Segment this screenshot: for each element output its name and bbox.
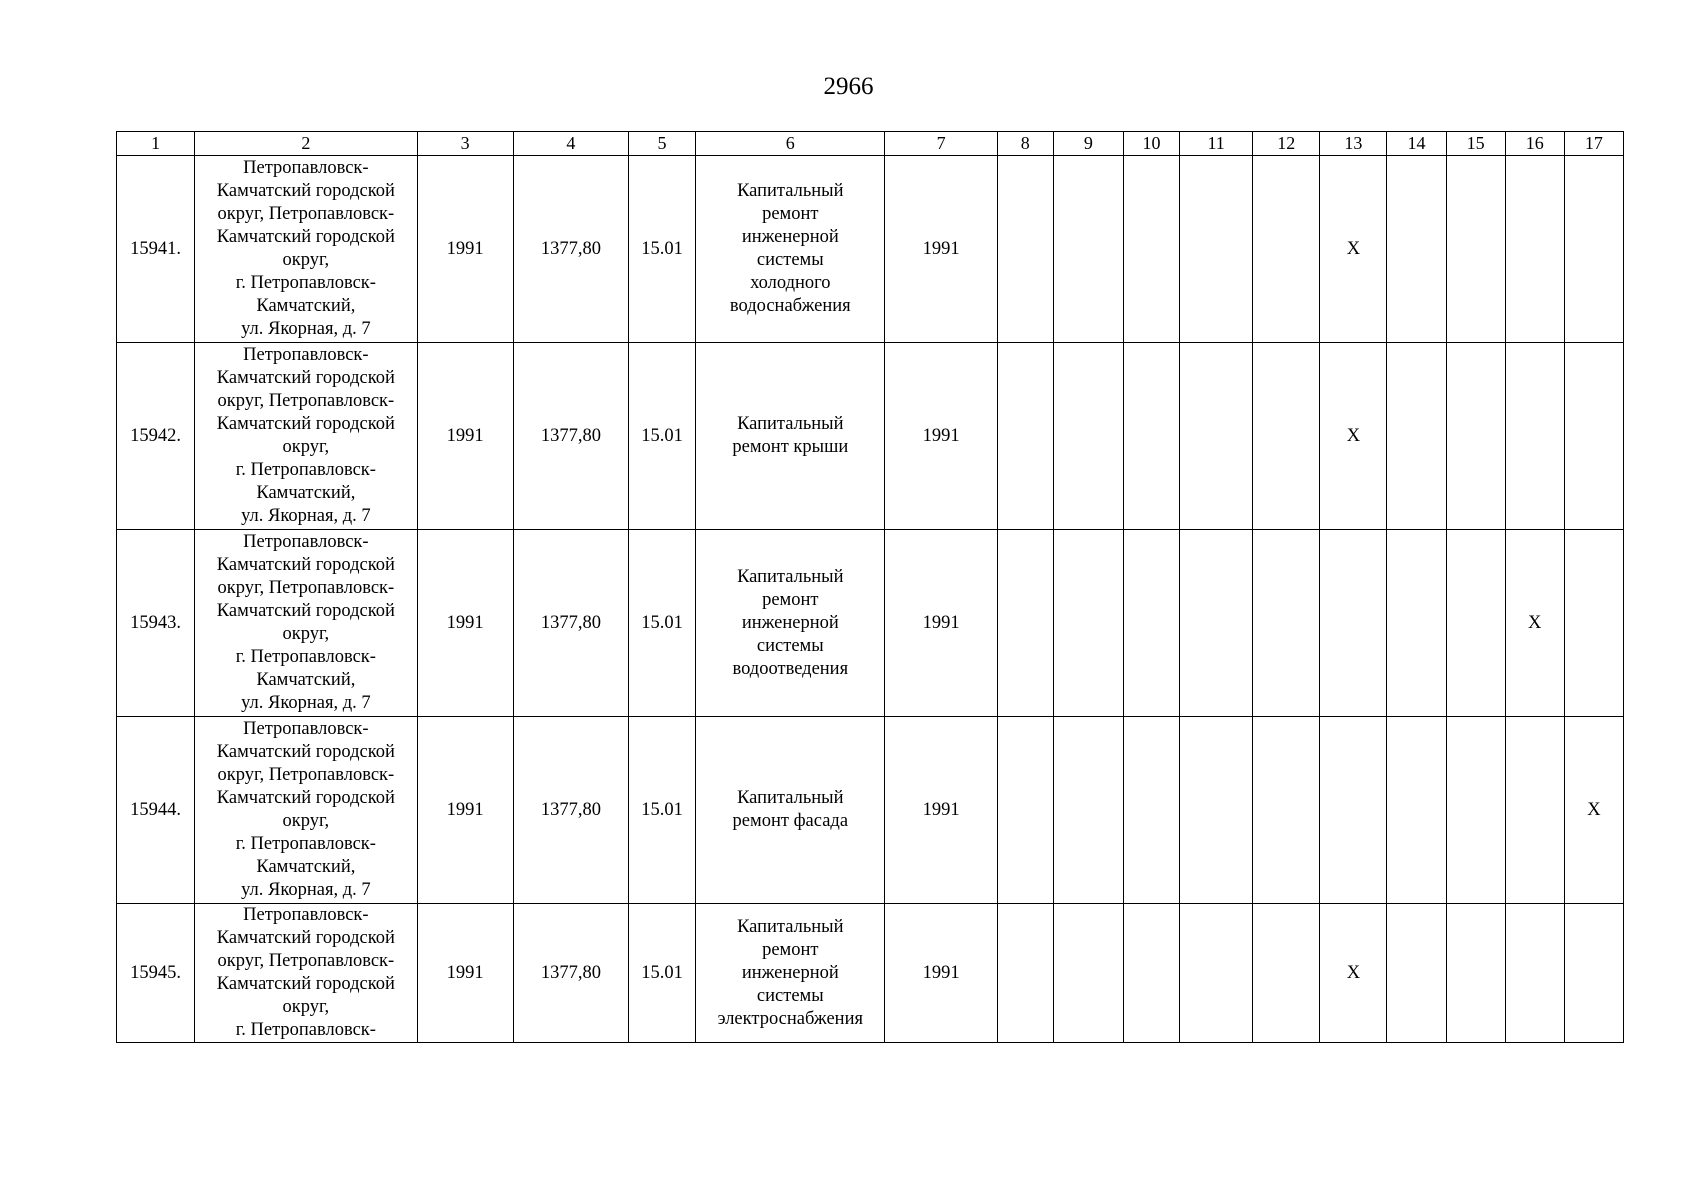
mark-cell-col-9 xyxy=(1053,156,1123,343)
mark-cell-col-17 xyxy=(1564,343,1623,530)
column-header: 5 xyxy=(628,132,695,156)
work-type-line: водоотведения xyxy=(732,658,849,679)
year-repair-cell: 1991 xyxy=(885,343,997,530)
mark-cell-col-13 xyxy=(1320,717,1387,904)
row-number-cell: 15942. xyxy=(117,343,195,530)
mark-cell-col-11 xyxy=(1180,156,1253,343)
address-line: г. Петропавловск- xyxy=(235,834,376,854)
mark-cell-col-14 xyxy=(1387,530,1446,717)
address-line: г. Петропавловск- xyxy=(235,647,376,667)
mark-cell-col-14 xyxy=(1387,904,1446,1043)
address-line: ул. Якорная, д. 7 xyxy=(241,319,371,339)
mark-cell-col-8 xyxy=(997,717,1053,904)
work-type-line: системы xyxy=(756,635,824,656)
mark-cell-col-15 xyxy=(1446,343,1505,530)
mark-cell-col-11 xyxy=(1180,717,1253,904)
mark-cell-col-16 xyxy=(1505,156,1564,343)
work-type-line: ремонт xyxy=(762,939,819,960)
address-cell xyxy=(195,530,417,717)
column-header: 3 xyxy=(417,132,513,156)
address-line: Камчатский, xyxy=(256,670,356,690)
mark-cell-col-9 xyxy=(1053,717,1123,904)
mark-cell-col-17: X xyxy=(1564,717,1623,904)
column-header: 16 xyxy=(1505,132,1564,156)
year-repair-cell: 1991 xyxy=(885,717,997,904)
address-line: Камчатский городской xyxy=(216,227,395,247)
mark-cell-col-9 xyxy=(1053,904,1123,1043)
table-row xyxy=(117,904,1624,1043)
address-line: округ, xyxy=(282,811,330,831)
address-cell xyxy=(195,156,417,343)
address-line: Камчатский городской xyxy=(216,368,395,388)
address-line: Петропавловск- xyxy=(243,905,369,925)
work-type-line: инженерной xyxy=(741,227,839,247)
work-type-cell xyxy=(696,343,885,530)
mark-cell-col-14 xyxy=(1387,156,1446,343)
row-number-cell: 15943. xyxy=(117,530,195,717)
work-type-cell xyxy=(696,530,885,717)
mark-cell-col-12 xyxy=(1253,343,1320,530)
mark-cell-col-15 xyxy=(1446,156,1505,343)
work-type-line: Капитальный xyxy=(737,414,844,434)
mark-cell-col-17 xyxy=(1564,904,1623,1043)
column-number-row xyxy=(117,132,1624,156)
mark-cell-col-10 xyxy=(1123,717,1179,904)
address-line: Камчатский городской xyxy=(216,788,395,808)
mark-cell-col-16: X xyxy=(1505,530,1564,717)
table-row xyxy=(117,530,1624,717)
mark-cell-col-16 xyxy=(1505,717,1564,904)
address-cell xyxy=(195,717,417,904)
address-line: Петропавловск- xyxy=(243,345,369,365)
mark-cell-col-10 xyxy=(1123,343,1179,530)
address-line: ул. Якорная, д. 7 xyxy=(241,880,371,900)
address-line: Камчатский городской xyxy=(216,742,395,762)
column-header: 8 xyxy=(997,132,1053,156)
mark-cell-col-8 xyxy=(997,156,1053,343)
address-line: Камчатский городской xyxy=(216,928,395,948)
address-line: Камчатский, xyxy=(256,483,356,503)
row-number-cell: 15945. xyxy=(117,904,195,1043)
work-type-cell xyxy=(696,904,885,1043)
address-line: г. Петропавловск- xyxy=(235,273,376,293)
mark-cell-col-15 xyxy=(1446,904,1505,1043)
area-cell: 1377,80 xyxy=(513,717,628,904)
work-type-line: инженерной xyxy=(741,962,839,983)
work-type-cell xyxy=(696,156,885,343)
area-cell: 1377,80 xyxy=(513,343,628,530)
code-cell: 15.01 xyxy=(628,717,695,904)
column-header: 4 xyxy=(513,132,628,156)
table-row xyxy=(117,717,1624,904)
code-cell: 15.01 xyxy=(628,156,695,343)
code-cell: 15.01 xyxy=(628,343,695,530)
year-built-cell: 1991 xyxy=(417,343,513,530)
year-built-cell: 1991 xyxy=(417,530,513,717)
code-cell: 15.01 xyxy=(628,904,695,1043)
work-type-line: Капитальный xyxy=(737,788,844,808)
address-line: округ, xyxy=(282,437,330,457)
table-row xyxy=(117,156,1624,343)
mark-cell-col-11 xyxy=(1180,343,1253,530)
address-cell xyxy=(195,343,417,530)
column-header: 11 xyxy=(1180,132,1253,156)
work-type-line: Капитальный xyxy=(737,916,844,937)
mark-cell-col-16 xyxy=(1505,904,1564,1043)
register-table xyxy=(116,131,1624,1043)
work-type-line: инженерной xyxy=(741,612,839,633)
area-cell: 1377,80 xyxy=(513,156,628,343)
column-header: 7 xyxy=(885,132,997,156)
work-type-line: системы xyxy=(756,985,824,1006)
address-line: Петропавловск- xyxy=(243,719,369,739)
column-header: 14 xyxy=(1387,132,1446,156)
work-type-line: системы xyxy=(756,250,824,270)
work-type-line: Капитальный xyxy=(737,181,844,201)
mark-cell-col-8 xyxy=(997,530,1053,717)
address-line: Камчатский городской xyxy=(216,414,395,434)
work-type-cell xyxy=(696,717,885,904)
address-line: Камчатский, xyxy=(256,296,356,316)
address-line: Петропавловск- xyxy=(243,158,369,178)
row-number-cell: 15944. xyxy=(117,717,195,904)
page-number: 2966 xyxy=(823,73,874,100)
column-header: 9 xyxy=(1053,132,1123,156)
area-cell: 1377,80 xyxy=(513,904,628,1043)
year-repair-cell: 1991 xyxy=(885,530,997,717)
table-row xyxy=(117,343,1624,530)
work-type-line: ремонт фасада xyxy=(732,811,849,831)
mark-cell-col-8 xyxy=(997,904,1053,1043)
year-repair-cell: 1991 xyxy=(885,904,997,1043)
address-line: Камчатский городской xyxy=(216,974,395,994)
mark-cell-col-10 xyxy=(1123,156,1179,343)
area-cell: 1377,80 xyxy=(513,530,628,717)
mark-cell-col-10 xyxy=(1123,904,1179,1043)
mark-cell-col-17 xyxy=(1564,156,1623,343)
mark-cell-col-9 xyxy=(1053,343,1123,530)
mark-cell-col-11 xyxy=(1180,904,1253,1043)
column-header: 1 xyxy=(117,132,195,156)
address-line: округ, xyxy=(282,997,330,1017)
address-line: округ, Петропавловск- xyxy=(217,951,395,971)
mark-cell-col-14 xyxy=(1387,343,1446,530)
address-line: Камчатский городской xyxy=(216,555,395,575)
column-header: 10 xyxy=(1123,132,1179,156)
column-header: 12 xyxy=(1253,132,1320,156)
address-line: Петропавловск- xyxy=(243,532,369,552)
mark-cell-col-13: X xyxy=(1320,904,1387,1043)
work-type-line: Капитальный xyxy=(737,566,844,587)
year-repair-cell: 1991 xyxy=(885,156,997,343)
address-line: Камчатский городской xyxy=(216,181,395,201)
mark-cell-col-10 xyxy=(1123,530,1179,717)
address-line: г. Петропавловск- xyxy=(235,1020,376,1040)
address-line: округ, Петропавловск- xyxy=(217,578,395,598)
mark-cell-col-9 xyxy=(1053,530,1123,717)
mark-cell-col-12 xyxy=(1253,530,1320,717)
address-cell xyxy=(195,904,417,1043)
address-line: Камчатский, xyxy=(256,857,356,877)
address-line: Камчатский городской xyxy=(216,601,395,621)
mark-cell-col-13: X xyxy=(1320,343,1387,530)
mark-cell-col-15 xyxy=(1446,530,1505,717)
column-header: 2 xyxy=(195,132,417,156)
address-line: округ, Петропавловск- xyxy=(217,765,395,785)
code-cell: 15.01 xyxy=(628,530,695,717)
year-built-cell: 1991 xyxy=(417,717,513,904)
work-type-line: ремонт xyxy=(762,204,819,224)
column-header: 6 xyxy=(696,132,885,156)
mark-cell-col-16 xyxy=(1505,343,1564,530)
work-type-line: ремонт xyxy=(762,589,819,610)
column-header: 15 xyxy=(1446,132,1505,156)
mark-cell-col-11 xyxy=(1180,530,1253,717)
address-line: ул. Якорная, д. 7 xyxy=(241,506,371,526)
mark-cell-col-13: X xyxy=(1320,156,1387,343)
row-number-cell: 15941. xyxy=(117,156,195,343)
mark-cell-col-8 xyxy=(997,343,1053,530)
mark-cell-col-13 xyxy=(1320,530,1387,717)
address-line: ул. Якорная, д. 7 xyxy=(241,693,371,713)
mark-cell-col-14 xyxy=(1387,717,1446,904)
address-line: г. Петропавловск- xyxy=(235,460,376,480)
address-line: округ, Петропавловск- xyxy=(217,391,395,411)
mark-cell-col-12 xyxy=(1253,717,1320,904)
work-type-line: электроснабжения xyxy=(717,1008,863,1029)
column-header: 17 xyxy=(1564,132,1623,156)
year-built-cell: 1991 xyxy=(417,156,513,343)
column-header: 13 xyxy=(1320,132,1387,156)
work-type-line: водоснабжения xyxy=(729,296,851,316)
year-built-cell: 1991 xyxy=(417,904,513,1043)
mark-cell-col-17 xyxy=(1564,530,1623,717)
mark-cell-col-12 xyxy=(1253,904,1320,1043)
address-line: округ, xyxy=(282,624,330,644)
address-line: округ, Петропавловск- xyxy=(217,204,395,224)
address-line: округ, xyxy=(282,250,330,270)
work-type-line: холодного xyxy=(750,273,831,293)
mark-cell-col-15 xyxy=(1446,717,1505,904)
mark-cell-col-12 xyxy=(1253,156,1320,343)
work-type-line: ремонт крыши xyxy=(732,437,849,457)
